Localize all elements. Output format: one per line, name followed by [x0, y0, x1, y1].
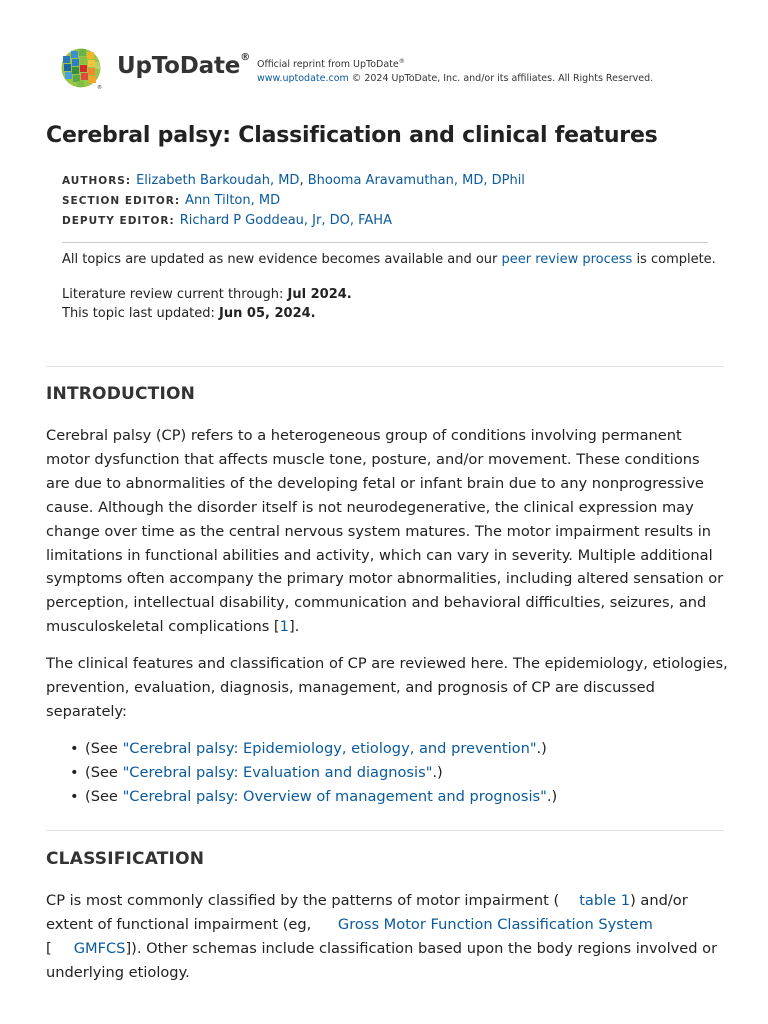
- topic-link-management[interactable]: "Cerebral palsy: Overview of management and prognosis": [122, 788, 547, 805]
- section-editor-link[interactable]: Ann Tilton, MD: [185, 193, 281, 208]
- last-updated-date: This topic last updated: Jun 05, 2024.: [62, 306, 316, 321]
- list-item: • (See "Cerebral palsy: Evaluation and diagnosis".): [70, 761, 557, 785]
- section-divider: [46, 366, 724, 367]
- update-notice: All topics are updated as new evidence becomes available and our peer review process is complete.: [62, 252, 716, 267]
- authors-row: AUTHORS: Elizabeth Barkoudah, MD, Bhooma Aravamuthan, MD, DPhil: [62, 173, 525, 188]
- classification-paragraph: CP is most commonly classified by the patterns of motor impairment ( table 1) and/or extent of functional impairment (eg, Gross Motor Function Classification System [ GMFCS]). Other schemas include classification based upon the body regions involved or underlying etiology.: [46, 892, 718, 981]
- peer-review-link[interactable]: peer review process: [501, 252, 633, 267]
- deputy-editor-link[interactable]: Richard P Goddeau, Jr, DO, FAHA: [179, 213, 392, 228]
- classification-heading: CLASSIFICATION: [46, 849, 205, 869]
- table-1-link[interactable]: table 1: [579, 892, 631, 909]
- reprint-notice: Official reprint from UpToDate® www.uptodate.com © 2024 UpToDate, Inc. and/or its affiliates. All Rights Reserved.: [257, 58, 654, 85]
- uptodate-logo-icon: [60, 48, 104, 90]
- authors-label: AUTHORS:: [62, 175, 132, 187]
- byline-divider: [62, 242, 708, 243]
- author-link-aravamuthan[interactable]: Bhooma Aravamuthan, MD, DPhil: [307, 173, 525, 188]
- introduction-heading: INTRODUCTION: [46, 384, 196, 404]
- deputy-editor-row: [62, 211, 525, 231]
- deputy-editor-label: DEPUTY EDITOR:: [62, 215, 175, 227]
- introduction-paragraph-2: The clinical features and classification of CP are reviewed here. The epidemiology, etiologies, prevention, evaluation, diagnosis, management, and prognosis of CP are discussed separately:: [46, 655, 728, 720]
- introduction-paragraph-1: Cerebral palsy (CP) refers to a heterogeneous group of conditions involving permanent motor dysfunction that affects muscle tone, posture, and/or movement. These conditions are due to abnormalities of the developing fetal or infant brain due to any nonprogressive cause. Although the disorder itself is not neurodegenerative, the clinical expression may change over time as the central nervous system matures. The motor impairment results in limitations in functional abilities and activity, which can vary in severity. Multiple additional symptoms often accompany the primary motor abnormalities, including altered sensation or perception, intellectual disability, communication and behavioral difficulties, seizures, and musculoskeletal complications [1].: [46, 427, 724, 636]
- uptodate-site-link[interactable]: www.uptodate.com: [257, 73, 349, 85]
- related-topics-list: [70, 737, 557, 809]
- topic-link-evaluation[interactable]: "Cerebral palsy: Evaluation and diagnosis": [122, 764, 433, 781]
- logo-wordmark: UpToDate®: [117, 52, 250, 79]
- list-item: • (See "Cerebral palsy: Epidemiology, etiology, and prevention".): [70, 737, 557, 761]
- svg-text:®: ®: [97, 85, 102, 90]
- gmfcs-abbrev-link[interactable]: GMFCS: [73, 939, 126, 957]
- section-editor-label: SECTION EDITOR:: [62, 195, 181, 207]
- list-item: • (See "Cerebral palsy: Overview of management and prognosis".): [70, 785, 557, 809]
- reference-link-1[interactable]: 1: [279, 618, 289, 636]
- page-title: Cerebral palsy: Classification and clinical features: [46, 123, 658, 148]
- review-dates: [62, 285, 352, 323]
- section-editor-row: [62, 191, 525, 211]
- reprint-header: [60, 48, 740, 90]
- section-divider: [46, 830, 724, 831]
- byline: [62, 171, 525, 231]
- author-link-barkoudah[interactable]: Elizabeth Barkoudah, MD: [136, 173, 300, 188]
- topic-link-epidemiology[interactable]: "Cerebral palsy: Epidemiology, etiology, and prevention": [122, 740, 537, 757]
- gmfcs-link[interactable]: Gross Motor Function Classification System: [337, 915, 653, 933]
- literature-review-date: Literature review current through: Jul 2024.: [62, 287, 352, 302]
